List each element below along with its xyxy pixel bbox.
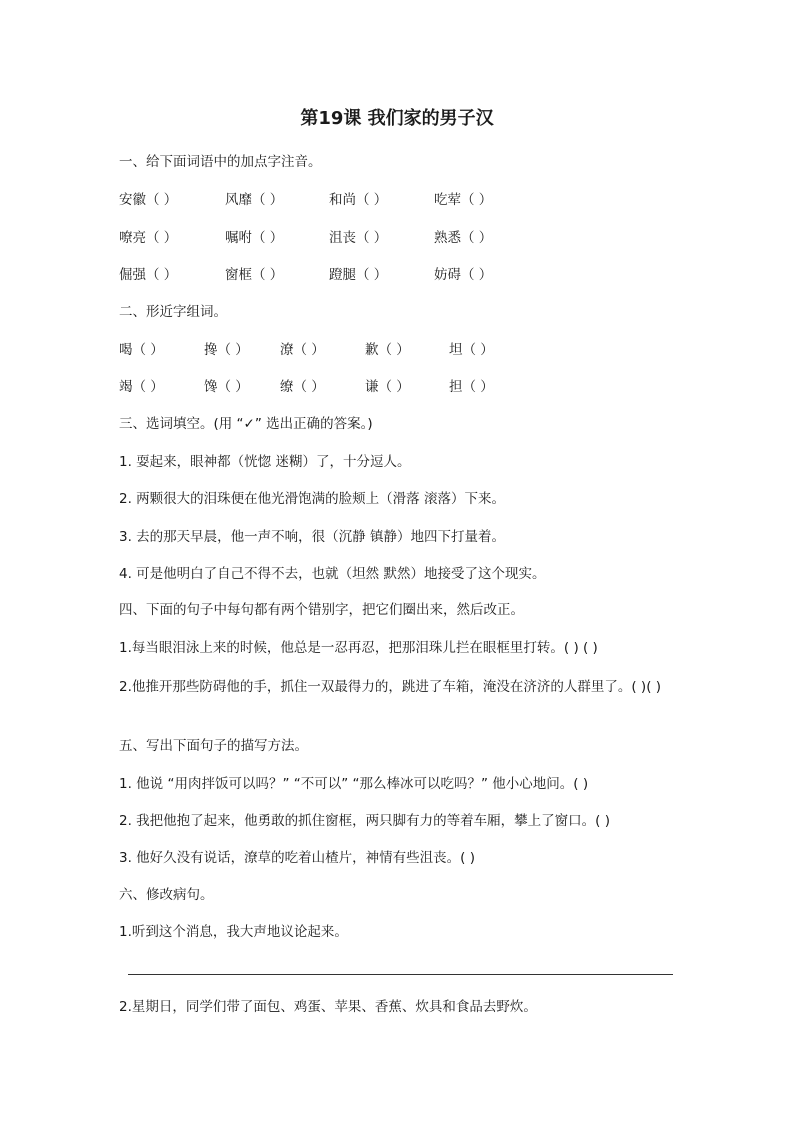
pinyin-item: 蹬腿（ ） (329, 267, 388, 283)
sentence-item: 2.星期日，同学们带了面包、鸡蛋、苹果、香蕉、炊具和食品去野炊。 (119, 999, 537, 1015)
section-6-heading: 六、修改病句。 (119, 887, 214, 903)
pinyin-item: 嘹亮（ ） (119, 230, 178, 246)
word-group-item: 担（ ） (449, 379, 494, 395)
word-group-item: 缭（ ） (280, 379, 325, 395)
word-group-item: 喝（ ） (119, 342, 164, 358)
section-2-heading: 二、形近字组词。 (119, 304, 227, 320)
section-1-heading: 一、给下面词语中的加点字注音。 (119, 154, 322, 170)
pinyin-item: 沮丧（ ） (329, 230, 388, 246)
description-item: 2. 我把他抱了起来，他勇敢的抓住窗框，两只脚有力的等着车厢，攀上了窗口。( ) (119, 813, 610, 829)
pinyin-item: 风靡（ ） (225, 192, 284, 208)
typo-item: 1.每当眼泪泳上来的时候，他总是一忍再忍，把那泪珠儿拦在眼框里打转。( ) ( ) (119, 640, 598, 656)
word-group-item: 歉（ ） (365, 342, 410, 358)
section-3-heading: 三、选词填空。(用 “✓” 选出正确的答案。) (119, 416, 373, 432)
word-group-item: 竭（ ） (119, 379, 164, 395)
pinyin-item: 安徽（ ） (119, 192, 178, 208)
pinyin-item: 窗框（ ） (225, 267, 284, 283)
word-group-item: 坦（ ） (449, 342, 494, 358)
typo-item: 2.他推开那些防碍他的手，抓住一双最得力的，跳进了车箱，淹没在济济的人群里了。( )( ) (119, 679, 662, 695)
answer-line[interactable] (128, 974, 673, 975)
word-group-item: 馋（ ） (204, 379, 249, 395)
choice-item: 1. 耍起来，眼神都（恍惚 迷糊）了，十分逗人。 (119, 454, 411, 470)
pinyin-item: 熟悉（ ） (434, 230, 493, 246)
choice-item: 4. 可是他明白了自己不得不去，也就（坦然 默然）地接受了这个现实。 (119, 566, 546, 582)
choice-item: 3. 去的那天早晨，他一声不响，很（沉静 镇静）地四下打量着。 (119, 529, 505, 545)
sentence-item: 1.听到这个消息，我大声地议论起来。 (119, 924, 348, 940)
pinyin-item: 嘱咐（ ） (225, 230, 284, 246)
description-item: 1. 他说 “用肉拌饭可以吗？” “不可以” “那么棒冰可以吃吗？” 他小心地问。( ) (119, 776, 589, 792)
section-5-heading: 五、写出下面句子的描写方法。 (119, 738, 308, 754)
pinyin-item: 妨碍（ ） (434, 267, 493, 283)
page-title: 第19课 我们家的男子汉 (300, 108, 494, 129)
description-item: 3. 他好久没有说话，潦草的吃着山楂片，神情有些沮丧。( ) (119, 850, 475, 866)
choice-item: 2. 两颗很大的泪珠便在他光滑饱满的脸颊上（滑落 滚落）下来。 (119, 491, 505, 507)
pinyin-item: 倔强（ ） (119, 267, 178, 283)
word-group-item: 潦（ ） (280, 342, 325, 358)
pinyin-item: 吃荤（ ） (434, 192, 493, 208)
word-group-item: 搀（ ） (204, 342, 249, 358)
word-group-item: 谦（ ） (365, 379, 410, 395)
section-4-heading: 四、下面的句子中每句都有两个错别字，把它们圈出来，然后改正。 (119, 602, 524, 618)
pinyin-item: 和尚（ ） (329, 192, 388, 208)
